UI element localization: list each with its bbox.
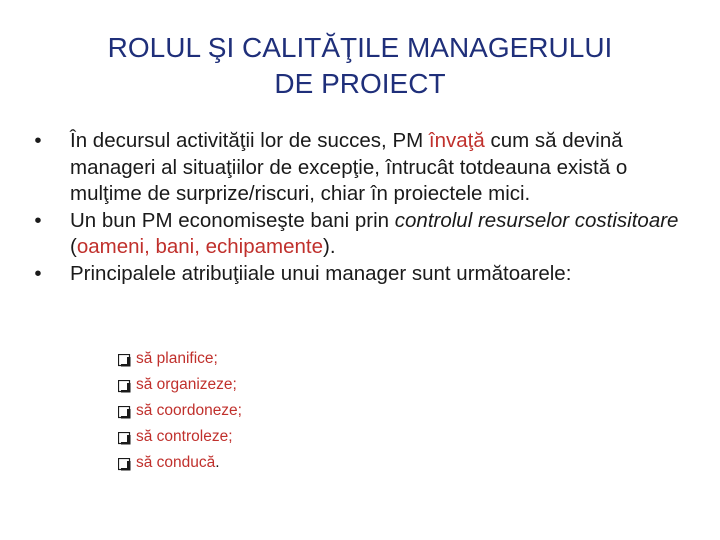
bullet-text: ).	[323, 235, 336, 258]
sub-item	[118, 450, 242, 476]
checkbox-bullet-icon	[118, 432, 131, 445]
checkbox-bullet-icon	[118, 458, 131, 471]
bullet-item	[24, 261, 704, 288]
sub-item-text: să controleze;	[136, 428, 233, 445]
bullet-marker: •	[34, 129, 42, 152]
bullet-item	[24, 128, 704, 208]
sub-item-end: .	[215, 454, 220, 471]
bullet-item	[24, 208, 704, 261]
sub-item	[118, 398, 242, 424]
sub-item-text: să planifice;	[136, 350, 218, 367]
bullet-text: (	[70, 235, 77, 258]
checkbox-bullet-icon	[118, 354, 131, 367]
bullet-marker: •	[34, 261, 42, 285]
bullet-text: Un bun PM economiseşte bani prin	[70, 208, 395, 232]
slide-title	[40, 30, 680, 102]
sub-list	[118, 346, 242, 476]
bullet-highlight: învaţă	[428, 129, 485, 152]
checkbox-bullet-icon	[118, 406, 131, 419]
bullet-highlight: oameni, bani, echipamente	[76, 235, 323, 258]
bullet-text: Principalele atribuţiiale unui manager sunt următoarele:	[70, 261, 572, 285]
sub-item-text: să conducă	[136, 454, 216, 471]
bullet-italic: controlul resurselor costisitoare	[394, 208, 679, 232]
sub-item-text: să organizeze;	[136, 376, 237, 393]
bullet-list	[24, 128, 704, 287]
sub-item-text: să coordoneze;	[136, 402, 242, 419]
bullet-text: În decursul activităţii lor de succes, PM	[70, 129, 429, 152]
sub-item	[118, 372, 242, 398]
bullet-marker: •	[34, 208, 42, 232]
sub-item	[118, 424, 242, 450]
title-line-1: ROLUL ŞI CALITĂŢILE MANAGERULUI	[107, 32, 613, 63]
checkbox-bullet-icon	[118, 380, 131, 393]
bullet-text: cum să devină manageri al situaţiilor de excepţie, întrucât totdeauna există o mulţime de surprize/riscuri, chiar în proiectele mici.	[70, 129, 628, 205]
sub-item	[118, 346, 242, 372]
title-line-2: DE PROIECT	[274, 68, 446, 99]
